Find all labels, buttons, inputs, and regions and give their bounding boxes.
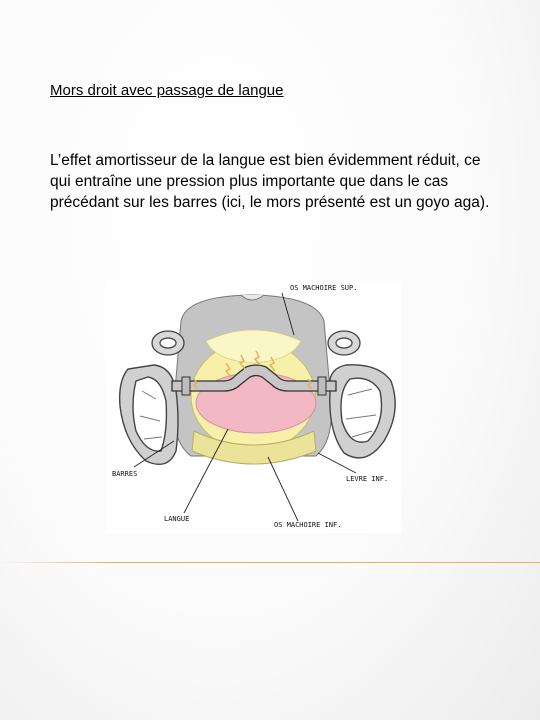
label-upper-jaw: OS MACHOIRE SUP.	[290, 284, 358, 292]
label-lower-jaw: OS MACHOIRE INF.	[274, 521, 342, 529]
slide-title: Mors droit avec passage de langue	[50, 82, 284, 99]
left-upper-ring	[152, 331, 184, 355]
label-lower-lip: LEVRE INF.	[346, 475, 389, 483]
bit-diagram	[106, 281, 401, 533]
label-tongue: LANGUE	[164, 515, 190, 523]
left-cheekpiece	[120, 365, 178, 464]
right-upper-ring	[328, 331, 360, 355]
label-bars: BARRES	[112, 470, 138, 478]
accent-divider-line	[0, 562, 540, 563]
slide-body-text: L’effet amortisseur de la langue est bien évidemment réduit, ce qui entraîne une pression plus importante que dans le cas précédant sur les barres (ici, le mors présenté est un goyo aga).	[50, 152, 490, 211]
right-cheekpiece	[329, 365, 395, 458]
